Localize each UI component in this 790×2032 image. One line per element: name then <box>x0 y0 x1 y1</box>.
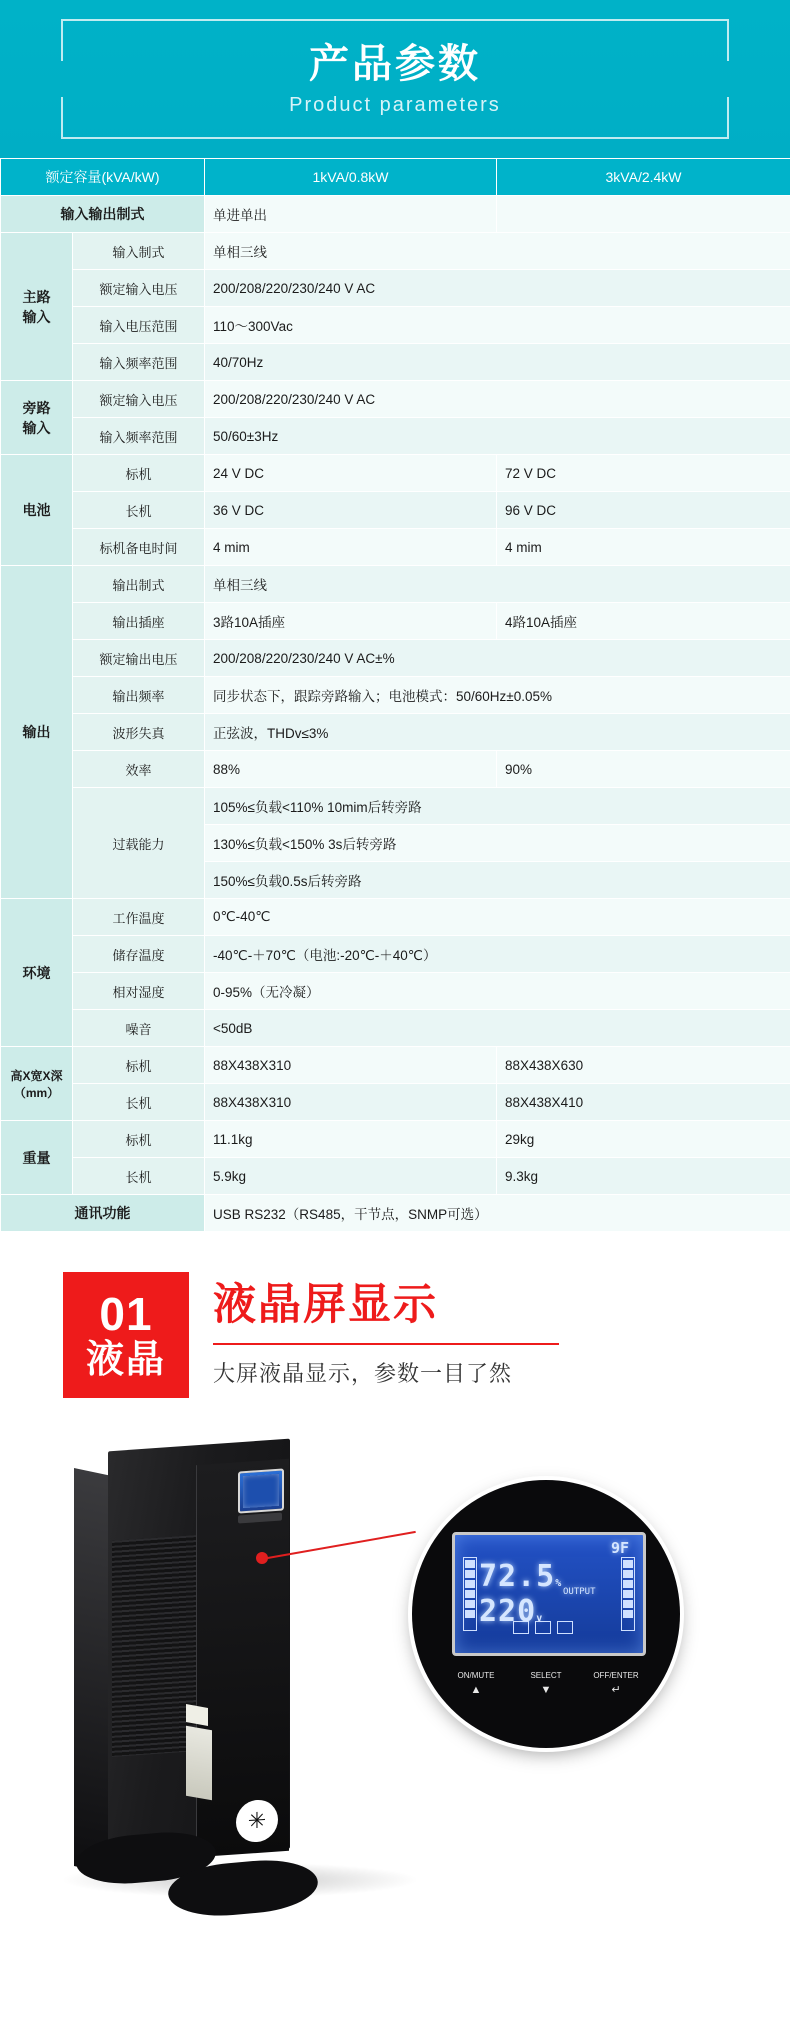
row-value-2: 29kg <box>497 1121 790 1158</box>
row-value: 0℃-40℃ <box>205 899 790 936</box>
table-row <box>1 1084 790 1121</box>
group-label-bypass-input: 旁路 输入 <box>1 381 73 455</box>
row-label: 长机 <box>73 1158 205 1195</box>
table-row <box>1 751 790 788</box>
ups-lcd-screen <box>238 1468 284 1513</box>
table-row <box>1 233 790 270</box>
button-select-glyph: ▼ <box>540 1684 552 1696</box>
page-title: 产品参数 <box>309 41 481 86</box>
table-row <box>1 270 790 307</box>
battery-icon <box>513 1621 529 1634</box>
row-value: 单相三线 <box>205 233 790 270</box>
row-value-2: 88X438X630 <box>497 1047 790 1084</box>
table-row <box>1 196 790 233</box>
table-row <box>1 1195 790 1232</box>
lcd-top-value: 9F <box>610 1539 629 1557</box>
table-row <box>1 381 790 418</box>
section-subtitle: 大屏液晶显示，参数一目了然 <box>213 1343 559 1388</box>
row-value: 50/60±3Hz <box>205 418 790 455</box>
table-row <box>1 418 790 455</box>
row-value-2: 90% <box>497 751 790 788</box>
row-label: 输入输出制式 <box>1 196 205 233</box>
row-label: 输出频率 <box>73 677 205 714</box>
row-value: 200/208/220/230/240 V AC <box>205 270 790 307</box>
ups-label-small <box>186 1704 208 1726</box>
section-title: 液晶屏显示 <box>213 1280 438 1329</box>
row-value: -40℃-＋70℃（电池:-20℃-＋40℃） <box>205 936 790 973</box>
lcd-voltage-value: 220 <box>479 1594 537 1629</box>
row-label: 相对湿度 <box>73 973 205 1010</box>
section-01-header <box>0 1232 790 1410</box>
product-photo <box>0 1410 790 1930</box>
row-value-2 <box>497 196 790 233</box>
row-value: 正弦波，THDv≤3% <box>205 714 790 751</box>
button-on-mute-glyph: ▲ <box>470 1684 482 1696</box>
table-row <box>1 1010 790 1047</box>
row-label: 标机备电时间 <box>73 529 205 566</box>
row-value: 同步状态下，跟踪旁路输入；电池模式：50/60Hz±0.05% <box>205 677 790 714</box>
row-value: 130%≤负载<150% 3s后转旁路 <box>205 825 790 862</box>
group-label-dimensions: 高X宽X深 （mm） <box>1 1047 73 1121</box>
header-capacity: 额定容量(kVA/kW) <box>1 159 205 196</box>
table-row <box>1 1047 790 1084</box>
table-row <box>1 529 790 566</box>
button-select[interactable] <box>516 1670 576 1699</box>
row-value: 0-95%（无冷凝） <box>205 973 790 1010</box>
row-value-2: 4 mim <box>497 529 790 566</box>
row-value: 单相三线 <box>205 566 790 603</box>
row-value-1: 88X438X310 <box>205 1047 497 1084</box>
section-number: 01 <box>99 1288 153 1340</box>
table-row <box>1 640 790 677</box>
row-label: 输入制式 <box>73 233 205 270</box>
group-label-communication: 通讯功能 <box>1 1195 205 1232</box>
button-select-label: SELECT <box>530 1671 562 1680</box>
row-label: 标机 <box>73 1047 205 1084</box>
button-off-enter-label: OFF/ENTER <box>593 1671 639 1680</box>
section-number-badge <box>63 1272 189 1398</box>
ups-lcd-inner <box>243 1474 279 1509</box>
row-value-1: 4 mim <box>205 529 497 566</box>
row-value-2: 4路10A插座 <box>497 603 790 640</box>
ups-control-buttons[interactable] <box>446 1670 646 1699</box>
row-value: 105%≤负载<110% 10mim后转旁路 <box>205 788 790 825</box>
row-value: <50dB <box>205 1010 790 1047</box>
ups-ventilation-grill <box>112 1535 196 1757</box>
table-row <box>1 1158 790 1195</box>
page-banner <box>0 0 790 158</box>
table-row <box>1 344 790 381</box>
lcd-status-icons <box>513 1621 573 1634</box>
section-badge-text: 液晶 <box>85 1339 166 1381</box>
row-label: 标机 <box>73 455 205 492</box>
button-on-mute[interactable] <box>446 1670 506 1699</box>
row-value-1: 88% <box>205 751 497 788</box>
row-value-1: 36 V DC <box>205 492 497 529</box>
header-model-1: 1kVA/0.8kW <box>205 159 497 196</box>
row-label: 工作温度 <box>73 899 205 936</box>
group-label-main-input: 主路 输入 <box>1 233 73 381</box>
row-label: 效率 <box>73 751 205 788</box>
group-label-environment: 环境 <box>1 899 73 1047</box>
row-label: 波形失真 <box>73 714 205 751</box>
row-value-2: 72 V DC <box>497 455 790 492</box>
lcd-main-values <box>479 1559 643 1629</box>
table-row <box>1 566 790 603</box>
group-label-output: 输出 <box>1 566 73 899</box>
row-label: 输入电压范围 <box>73 307 205 344</box>
row-label: 长机 <box>73 492 205 529</box>
row-value-1: 11.1kg <box>205 1121 497 1158</box>
inverter-icon <box>535 1621 551 1634</box>
table-row <box>1 1121 790 1158</box>
row-value: 40/70Hz <box>205 344 790 381</box>
group-label-battery: 电池 <box>1 455 73 566</box>
button-off-enter-glyph: ↵ <box>611 1684 621 1696</box>
row-value-1: 单进单出 <box>205 196 497 233</box>
row-label: 噪音 <box>73 1010 205 1047</box>
row-label: 长机 <box>73 1084 205 1121</box>
lcd-callout-circle <box>412 1480 680 1748</box>
table-row <box>1 714 790 751</box>
table-header-row <box>1 159 790 196</box>
button-off-enter[interactable] <box>586 1670 646 1699</box>
table-row <box>1 788 790 825</box>
row-label: 储存温度 <box>73 936 205 973</box>
banner-frame <box>61 19 729 139</box>
plug-icon <box>557 1621 573 1634</box>
header-model-2: 3kVA/2.4kW <box>497 159 790 196</box>
table-row <box>1 307 790 344</box>
row-label: 输入频率范围 <box>73 344 205 381</box>
row-value: USB RS232（RS485，干节点，SNMP可选） <box>205 1195 790 1232</box>
row-label: 额定输出电压 <box>73 640 205 677</box>
row-value: 200/208/220/230/240 V AC±% <box>205 640 790 677</box>
banner-corner-right <box>727 97 729 137</box>
button-on-mute-label: ON/MUTE <box>457 1671 495 1680</box>
table-row <box>1 603 790 640</box>
lcd-load-value: 72.5 <box>479 1559 556 1594</box>
group-label-weight: 重量 <box>1 1121 73 1195</box>
banner-corner-left <box>61 97 63 137</box>
lcd-zoom-screen <box>452 1532 646 1656</box>
row-label: 标机 <box>73 1121 205 1158</box>
spec-table <box>0 158 790 1232</box>
input-level-bar-icon <box>463 1557 477 1631</box>
section-text-block <box>213 1282 559 1388</box>
table-row <box>1 677 790 714</box>
lcd-voltage-unit: v <box>536 1613 544 1624</box>
lcd-load-unit: % <box>555 1578 563 1589</box>
page-subtitle: Product parameters <box>289 93 501 116</box>
lcd-output-label: OUTPUT <box>563 1587 596 1597</box>
row-value: 200/208/220/230/240 V AC <box>205 381 790 418</box>
ups-label <box>186 1726 212 1801</box>
table-row <box>1 973 790 1010</box>
row-value-1: 5.9kg <box>205 1158 497 1195</box>
ups-side-panel <box>74 1468 112 1874</box>
table-row <box>1 899 790 936</box>
row-label: 额定输入电压 <box>73 381 205 418</box>
row-value-1: 3路10A插座 <box>205 603 497 640</box>
row-value: 150%≤负载0.5s后转旁路 <box>205 862 790 899</box>
table-row <box>1 455 790 492</box>
row-value-1: 88X438X310 <box>205 1084 497 1121</box>
row-value: 110～300Vac <box>205 307 790 344</box>
row-value-1: 24 V DC <box>205 455 497 492</box>
row-value-2: 88X438X410 <box>497 1084 790 1121</box>
row-label: 额定输入电压 <box>73 270 205 307</box>
row-value-2: 96 V DC <box>497 492 790 529</box>
row-label: 输入频率范围 <box>73 418 205 455</box>
row-value-2: 9.3kg <box>497 1158 790 1195</box>
brand-logo-icon: ✳ <box>236 1799 278 1844</box>
row-label: 输出制式 <box>73 566 205 603</box>
row-label: 输出插座 <box>73 603 205 640</box>
table-row <box>1 936 790 973</box>
row-label-overload: 过载能力 <box>73 788 205 899</box>
table-row <box>1 492 790 529</box>
